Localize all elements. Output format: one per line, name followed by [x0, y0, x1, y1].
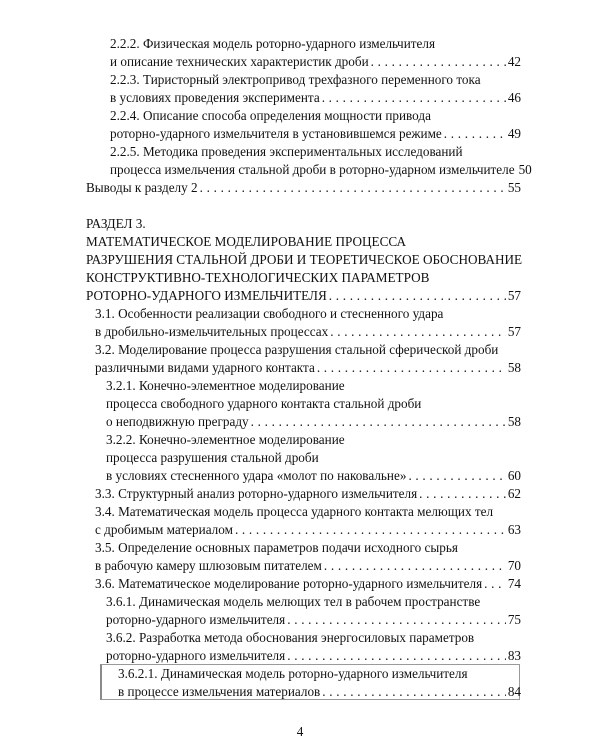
toc-entry-3-2-line1: 3.2. Моделирование процесса разрушения стальной сферической дроби [95, 342, 499, 357]
toc-page-number: 46 [507, 90, 521, 105]
section-title-line-1: МАТЕМАТИЧЕСКОЕ МОДЕЛИРОВАНИЕ ПРОЦЕССА [86, 234, 407, 249]
leader-dots [329, 288, 506, 304]
toc-page-number: 42 [507, 54, 521, 69]
section-title-line-2: РАЗРУШЕНИЯ СТАЛЬНОЙ ДРОБИ И ТЕОРЕТИЧЕСКОЕ ОБОСНОВАНИЕ [86, 252, 523, 267]
leader-dots [287, 612, 506, 628]
toc-entry-section-3[interactable] [86, 288, 521, 304]
toc-entry-2-2-2[interactable] [110, 54, 521, 70]
toc-entry-2-2-4[interactable] [110, 126, 521, 142]
toc-entry-2-2-3[interactable] [110, 90, 521, 106]
toc-entry-3-6-2[interactable] [106, 648, 521, 664]
toc-entry-3-1[interactable] [95, 324, 521, 340]
toc-entry-2-2-3-line1: 2.2.3. Тиристорный электропривод трехфазного переменного тока [110, 72, 481, 87]
toc-entry-3-5-line1: 3.5. Определение основных параметров подачи исходного сырья [95, 540, 458, 555]
toc-entry-3-6-2-1[interactable] [118, 684, 521, 700]
toc-page-number: 60 [507, 468, 521, 483]
toc-entry-3-4-line1: 3.4. Математическая модель процесса ударного контакта мелющих тел [95, 504, 494, 519]
section-label: РАЗДЕЛ 3. [86, 216, 146, 231]
toc-entry-text: о неподвижную преграду [106, 414, 249, 429]
toc-entry-text: процесса измельчения стальной дроби в роторно-ударном измельчителе [110, 162, 515, 177]
toc-entry-3-2-2[interactable] [106, 468, 521, 484]
toc-entry-text: в условиях проведения эксперимента [110, 90, 320, 105]
toc-entry-3-4[interactable] [95, 522, 521, 538]
toc-entry-3-6-2-1-line1: 3.6.2.1. Динамическая модель роторно-ударного измельчителя [118, 666, 468, 681]
toc-entry-text: в условиях стесненного удара «молот по наковальне» [106, 468, 407, 483]
toc-entry-2-2-5[interactable] [110, 162, 532, 178]
leader-dots [419, 486, 506, 502]
toc-entry-3-6-1[interactable] [106, 612, 521, 628]
toc-entry-conclusions-2[interactable] [86, 180, 521, 196]
toc-entry-2-2-4-line1: 2.2.4. Описание способа определения мощности привода [110, 108, 431, 123]
toc-page-number: 83 [507, 648, 521, 663]
toc-entry-3-6-1-line1: 3.6.1. Динамическая модель мелющих тел в рабочем пространстве [106, 594, 481, 609]
toc-entry-3-1-line1: 3.1. Особенности реализации свободного и стесненного удара [95, 306, 444, 321]
leader-dots [251, 414, 506, 430]
toc-page-number: 50 [518, 162, 532, 177]
leader-dots [324, 558, 506, 574]
toc-page-number: 74 [507, 576, 521, 591]
toc-entry-text: в дробильно-измельчительных процессах [95, 324, 329, 339]
toc-entry-text: 3.3. Структурный анализ роторно-ударного измельчителя [95, 486, 418, 501]
toc-page-number: 57 [507, 288, 521, 303]
toc-page-number: 55 [507, 180, 521, 195]
toc-entry-3-6-2-line1: 3.6.2. Разработка метода обоснования энергосиловых параметров [106, 630, 475, 645]
toc-entry-3-2[interactable] [95, 360, 521, 376]
leader-dots [322, 90, 506, 106]
toc-entry-3-3[interactable] [95, 486, 521, 502]
leader-dots [444, 126, 506, 142]
toc-entry-3-2-1[interactable] [106, 414, 521, 430]
toc-page-number: 49 [507, 126, 521, 141]
toc-entry-text: РОТОРНО-УДАРНОГО ИЗМЕЛЬЧИТЕЛЯ [86, 288, 327, 303]
leader-dots [322, 684, 506, 700]
toc-page-number: 75 [507, 612, 521, 627]
toc-page-number: 58 [507, 360, 521, 375]
leader-dots [235, 522, 506, 538]
toc-entry-text: роторно-ударного измельчителя [106, 648, 286, 663]
toc-entry-text: с дробимым материалом [95, 522, 233, 537]
leader-dots [287, 648, 506, 664]
toc-entry-text: роторно-ударного измельчителя [106, 612, 286, 627]
toc-entry-text: роторно-ударного измельчителя в установившемся режиме [110, 126, 442, 141]
leader-dots [408, 468, 505, 484]
toc-page-number: 84 [507, 684, 521, 699]
section-title-line-3: КОНСТРУКТИВНО-ТЕХНОЛОГИЧЕСКИХ ПАРАМЕТРОВ [86, 270, 430, 285]
leader-dots [371, 54, 506, 70]
toc-entry-text: в рабочую камеру шлюзовым питателем [95, 558, 322, 573]
toc-entry-3-2-2-line2: процесса разрушения стальной дроби [106, 450, 319, 465]
toc-page-number: 57 [507, 324, 521, 339]
leader-dots [317, 360, 506, 376]
leader-dots [484, 576, 506, 592]
toc-entry-3-6[interactable] [95, 576, 521, 592]
page-number: 4 [296, 724, 304, 739]
toc-entry-3-2-1-line2: процесса свободного ударного контакта стальной дроби [106, 396, 422, 411]
toc-entry-text: различными видами ударного контакта [95, 360, 315, 375]
toc-page-number: 62 [507, 486, 521, 501]
toc-page-number: 63 [507, 522, 521, 537]
toc-entry-text: и описание технических характеристик дроби [110, 54, 369, 69]
toc-page-number: 70 [507, 558, 521, 573]
toc-entry-text: в процессе измельчения материалов [118, 684, 321, 699]
toc-entry-3-2-1-line1: 3.2.1. Конечно-элементное моделирование [106, 378, 345, 393]
toc-entry-text: 3.6. Математическое моделирование роторно-ударного измельчителя [95, 576, 483, 591]
toc-entry-2-2-5-line1: 2.2.5. Методика проведения экспериментальных исследований [110, 144, 463, 159]
leader-dots [200, 180, 506, 196]
toc-page-number: 58 [507, 414, 521, 429]
toc-entry-3-5[interactable] [95, 558, 521, 574]
toc-entry-text: Выводы к разделу 2 [86, 180, 198, 195]
toc-entry-3-2-2-line1: 3.2.2. Конечно-элементное моделирование [106, 432, 345, 447]
leader-dots [330, 324, 506, 340]
toc-entry-2-2-2-line1: 2.2.2. Физическая модель роторно-ударного измельчителя [110, 36, 436, 51]
